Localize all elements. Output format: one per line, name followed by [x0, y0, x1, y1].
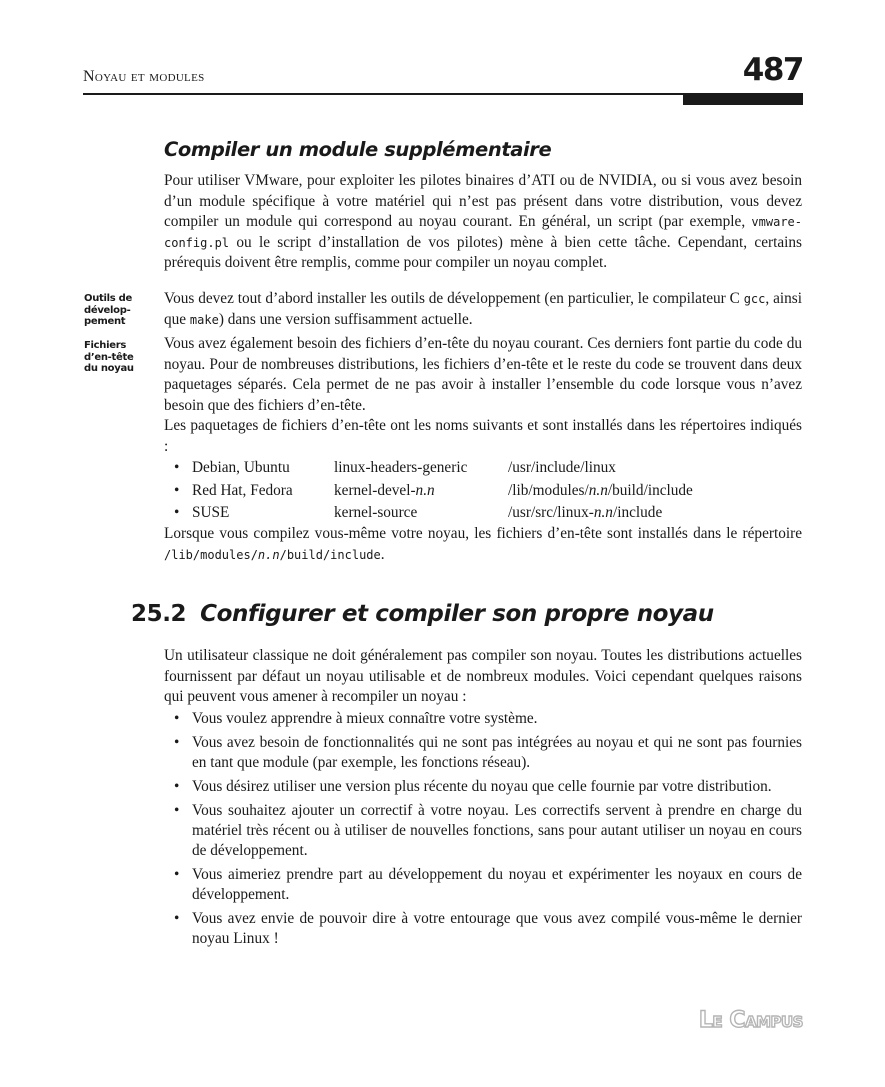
- paragraph-dev-tools: [164, 289, 802, 330]
- section-number: 25.2: [131, 601, 187, 627]
- paragraph-text: ou le script d’installation de vos pilotes) mène à bien cette tâche. Cependant, certains prérequis doivent être remplis, comme pour compiler un noyau complet.: [164, 233, 802, 271]
- list-item: • Vous avez envie de pouvoir dire à votre entourage que vous avez compilé vous-même le dernier noyau Linux !: [174, 909, 802, 949]
- reasons-list: [174, 709, 802, 953]
- paragraph-vmware: [164, 171, 802, 274]
- distribution-cell: • Debian, Ubuntu: [174, 457, 334, 480]
- distribution-cell: • SUSE: [174, 502, 334, 525]
- inline-code-path: /lib/modules/n.n/build/include: [164, 547, 381, 562]
- list-item: • Vous voulez apprendre à mieux connaître votre système.: [174, 709, 802, 729]
- inline-code-gcc: gcc: [743, 292, 766, 306]
- paragraph-intro: Un utilisateur classique ne doit généralement pas compiler son noyau. Toutes les distributions actuelles fournissent par défaut un noyau utilisable et de nombreux modules. Voici cependant quelques raisons qui peuvent vous amener à recompiler un noyau :: [164, 647, 802, 705]
- distribution-cell: • Red Hat, Fedora: [174, 480, 334, 503]
- paragraph-text: Lorsque vous compilez vous-même votre noyau, les fichiers d’en-tête sont installés dans le répertoire: [164, 525, 802, 542]
- list-item: • Vous aimeriez prendre part au développement du noyau et expérimenter les noyaux en cours de développement.: [174, 865, 802, 905]
- paragraph-text: Pour utiliser VMware, pour exploiter les pilotes binaires d’ATI ou de NVIDIA, ou si vous avez besoin d’un module spécifique à votre matériel qui n’est pas présent dans votre distribution, vous devez compiler un module qui correspond au noyau courant. En général, un script (par exemple,: [164, 172, 802, 230]
- header-bar: [683, 95, 803, 105]
- paragraph-text: ) dans une version suffisamment actuelle.: [218, 310, 473, 328]
- margin-note-dev-tools: Outils de dévelop-pement: [84, 293, 132, 327]
- margin-note-header-files: Fichiers d’en-tête du noyau: [84, 340, 134, 374]
- paragraph-text: , ainsi que: [164, 290, 802, 328]
- table-row: [174, 480, 693, 503]
- paragraph-text: .: [380, 545, 385, 563]
- running-head: Noyau et modules: [83, 68, 205, 85]
- path-cell: /usr/src/linux-n.n/include: [508, 504, 663, 521]
- package-cell: kernel-devel-n.n: [334, 481, 435, 499]
- list-item: • Vous avez besoin de fonctionnalités qui ne sont pas intégrées au noyau et qui ne sont pas fournies en tant que module (par exemple, les fonctions réseau).: [174, 733, 802, 773]
- bullet-icon: •: [174, 481, 180, 499]
- inline-code-make: make: [189, 312, 219, 327]
- list-item: • Vous souhaitez ajouter un correctif à votre noyau. Les correctifs servent à prendre en charge du matériel très récent ou à utiliser de nouvelles fonctions, sans pour autant utiliser un noyau en cours de développement.: [174, 801, 802, 861]
- list-item: • Vous désirez utiliser une version plus récente du noyau que celle fournie par votre distribution.: [174, 777, 802, 797]
- page-number: 487: [742, 52, 803, 88]
- package-table: [174, 457, 693, 525]
- paragraph-header-files: Vous avez également besoin des fichiers d’en-tête du noyau courant. Ces derniers font partie du code du noyau. Pour de nombreuses distributions, les fichiers d’en-tête et le reste du code se trouvent dans deux paquetages séparés. Cela permet de ne pas avoir à installer l’ensemble du code lorsque vous n’avez besoin que des fichiers d’en-tête.: [164, 335, 802, 414]
- paragraph-own-kernel-headers: [164, 524, 802, 565]
- paragraph-text: Vous devez tout d’abord installer les outils de développement (en particulier, le compilateur C: [164, 290, 744, 307]
- bullet-icon: •: [174, 504, 180, 521]
- section-title: Compiler un module supplémentaire: [164, 138, 552, 161]
- paragraph-packages-intro: Les paquetages de fichiers d’en-tête ont les noms suivants et sont installés dans les répertoires indiqués :: [164, 417, 802, 455]
- table-row: [174, 502, 693, 525]
- publisher-logo: Le Campus: [698, 1008, 803, 1033]
- table-row: [174, 457, 693, 480]
- package-cell: linux-headers-generic: [334, 459, 468, 476]
- package-cell: kernel-source: [334, 504, 418, 521]
- inline-code: vmware-config.pl: [164, 215, 802, 250]
- path-cell: /lib/modules/n.n/build/include: [508, 481, 693, 499]
- chapter-section-title: [131, 601, 714, 627]
- section-heading-text: Configurer et compiler son propre noyau: [200, 601, 714, 627]
- path-cell: /usr/include/linux: [508, 459, 616, 476]
- bullet-icon: •: [174, 459, 180, 476]
